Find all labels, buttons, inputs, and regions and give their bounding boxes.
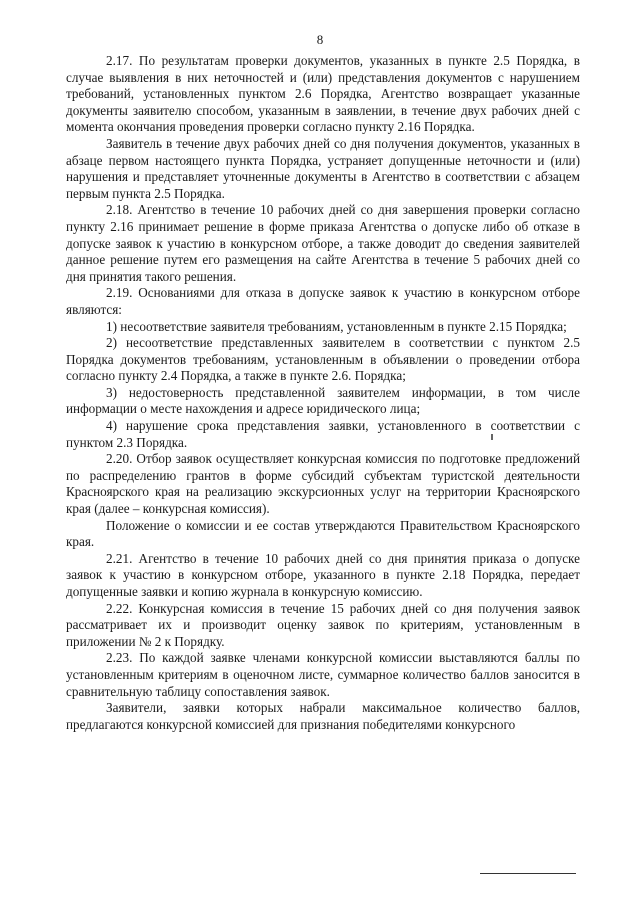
page-number: 8 [316, 32, 324, 47]
paragraph-2-23: 2.23. По каждой заявке членами конкурсной комиссии выставляются баллы по установленным критериям в оценочном листе, суммарное количество баллов заносится в сравнительную таблицу сопоставления заявок. [66, 650, 580, 699]
paragraph-commission-regulation: Положение о комиссии и ее состав утверждаются Правительством Красноярского края. [66, 517, 580, 550]
list-item-2: 2) несоответствие представленных заявителем в соответствии с пунктом 2.5 Порядка документов требованиям, установленным в объявлении о проведении отбора согласно пункту 2.4 Порядка, а также в пункте 2.6. Порядка; [66, 335, 580, 384]
paragraph-2-20: 2.20. Отбор заявок осуществляет конкурсная комиссия по подготовке предложений по распределению грантов в форме субсидий субъектам туристской деятельности Красноярского края на реализацию экскурсионных услуг на территории Красноярского края (далее – конкурсная комиссия). [66, 451, 580, 517]
paragraph-2-17: 2.17. По результатам проверки документов, указанных в пункте 2.5 Порядка, в случае выявления в них неточностей и (или) представления документов с нарушением требований, установленных пунктом 2.6 Порядка, Агентство возвращает указанные документы заявителю способом, указанным в заявлении, в течение двух рабочих дней с момента окончания проведения проверки согласно пункту 2.16 Порядка. [66, 53, 580, 135]
footer-rule [480, 873, 576, 874]
list-item-1: 1) несоответствие заявителя требованиям, установленным в пункте 2.15 Порядка; [106, 318, 567, 334]
list-item-4: 4) нарушение срока представления заявки, установленного в соответствии с пунктом 2.3 Порядка. [66, 418, 580, 450]
paragraph-2-19: 2.19. Основаниями для отказа в допуске заявок к участию в конкурсном отборе являются: [66, 285, 580, 317]
paragraph-2-21: 2.21. Агентство в течение 10 рабочих дней со дня принятия приказа о допуске заявок к участию в конкурсном отборе, указанного в пункте 2.18 Порядка, передает допущенные заявки и копию журнала в конкурсную комиссию. [66, 550, 580, 599]
paragraph-2-17-applicant: Заявитель в течение двух рабочих дней со дня получения документов, указанных в абзаце первом настоящего пункта Порядка, устраняет допущенные неточности и (или) нарушения и представляет уточненные документы в Агентство в соответствии с абзацем первым пункта 2.5 Порядка. [66, 135, 580, 201]
document-body [66, 53, 580, 733]
list-item-3: 3) недостоверность представленной заявителем информации, в том числе информации о месте нахождения и адресе юридического лица; [66, 384, 580, 417]
paragraph-2-18: 2.18. Агентство в течение 10 рабочих дней со дня завершения проверки согласно пункту 2.16 принимает решение в форме приказа Агентства о допуске либо об отказе в допуске заявок к участию в конкурсном отборе, а также доводит до сведения заявителей данное решение путем его размещения на сайте Агентства в течение 5 рабочих дней со дня принятия такого решения. [66, 202, 580, 284]
paragraph-2-22: 2.22. Конкурсная комиссия в течение 15 рабочих дней со дня получения заявок рассматривает их и производит оценку заявок по критериям, установленным в приложении № 2 к Порядку. [66, 600, 580, 649]
scan-mark [491, 434, 493, 440]
paragraph-winners: Заявители, заявки которых набрали максимальное количество баллов, предлагаются конкурсной комиссией для признания победителями конкурсного [66, 700, 580, 732]
